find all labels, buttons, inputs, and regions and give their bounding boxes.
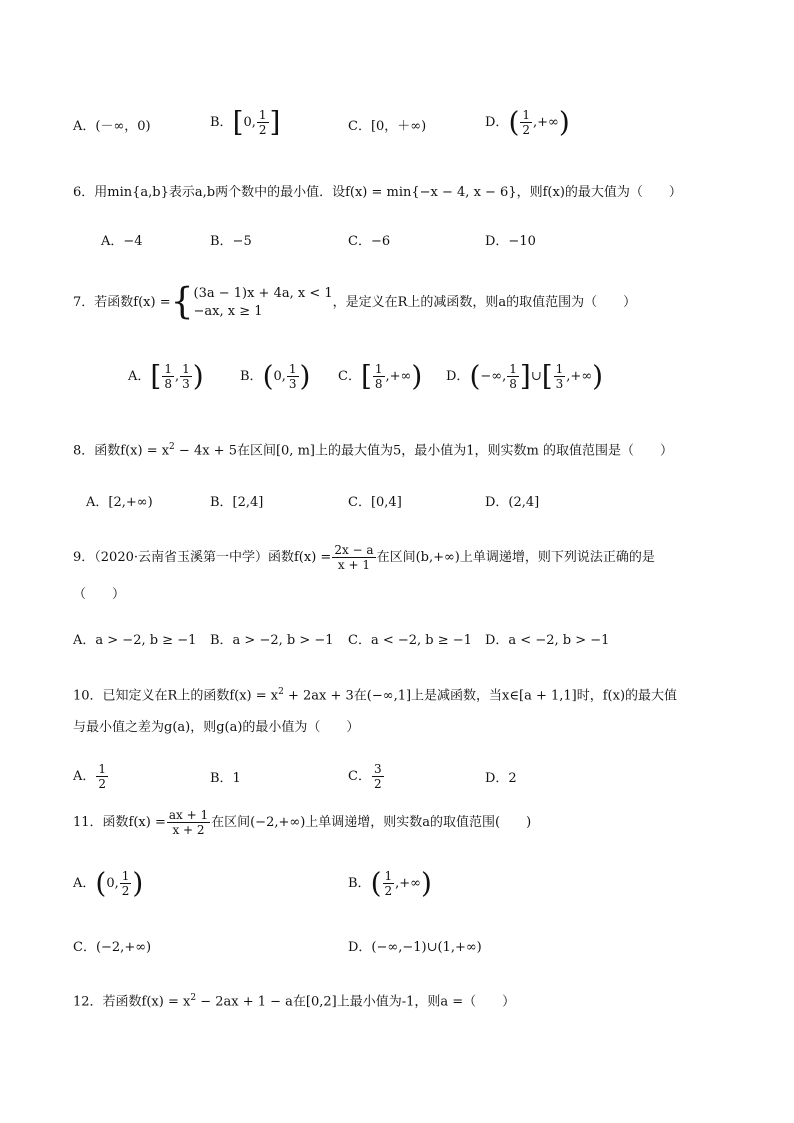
fraction xyxy=(507,362,519,391)
q8-option-c: C．[0,4] xyxy=(348,495,402,510)
fraction-numerator: 1 xyxy=(182,362,190,376)
bracket: ) xyxy=(421,866,432,900)
stem-text: + 2ax + 3在(−∞,1]上是减函数，当x∈[a + 1,1]时，f(x)的最大值 xyxy=(283,688,678,704)
stem-text: 12．若函数f(x) = x xyxy=(73,994,191,1010)
option-label: C． xyxy=(338,369,361,384)
case-1: (3a − 1)x + 4a, x < 1 xyxy=(193,285,333,301)
q10-stem-line1 xyxy=(73,683,677,705)
q9-option-d: D．a < −2, b > −1 xyxy=(485,633,610,648)
bracket: [ xyxy=(541,359,553,393)
bracket: ) xyxy=(558,105,570,139)
q5-option-a: A．(－∞，0) xyxy=(73,119,151,134)
q10-option-c xyxy=(348,762,385,791)
q9-option-a: A．a > −2, b ≥ −1 xyxy=(73,633,197,648)
option-label: D． xyxy=(446,369,470,384)
q8-stem xyxy=(73,438,673,460)
fraction-numerator: 1 xyxy=(258,108,267,122)
q12-stem xyxy=(73,989,515,1011)
fraction xyxy=(257,108,269,137)
bracket: ( xyxy=(262,359,274,393)
fraction xyxy=(332,543,375,572)
option-label: A． xyxy=(73,876,96,891)
stem-text: 在区间(b,+∞)上单调递增，则下列说法正确的是 xyxy=(376,550,655,565)
fraction-numerator: 1 xyxy=(384,869,393,883)
bracket: ) xyxy=(192,359,204,393)
math-text: 0, xyxy=(243,115,256,130)
fraction-denominator: 3 xyxy=(288,377,297,391)
fraction-numerator: ax + 1 xyxy=(168,808,209,822)
fraction-numerator: 1 xyxy=(121,869,130,883)
bracket: ] xyxy=(269,105,281,139)
superscript: 2 xyxy=(169,442,175,452)
stem-text: 10．已知定义在R上的函数f(x) = x xyxy=(73,688,279,704)
q7-option-d xyxy=(446,359,604,393)
union-symbol: ∪ xyxy=(530,369,542,384)
fraction-numerator: 1 xyxy=(288,362,297,376)
math-text: ,+∞ xyxy=(385,369,412,384)
superscript: 2 xyxy=(278,687,284,697)
math-text: ,+∞ xyxy=(566,369,593,384)
fraction-numerator: 2x − a xyxy=(334,543,374,557)
fraction xyxy=(520,108,532,137)
q6-stem: 6．用min{a,b}表示a,b两个数中的最小值．设f(x) = min{−x − 4, x − 6}，则f(x)的最大值为（ ） xyxy=(73,185,682,200)
q5-option-b xyxy=(210,105,281,139)
fraction xyxy=(162,362,174,391)
q11-option-d: D．(−∞,−1)∪(1,+∞) xyxy=(348,940,482,955)
bracket: ) xyxy=(299,359,311,393)
superscript: 2 xyxy=(190,993,197,1003)
fraction xyxy=(554,362,566,391)
q8-option-d: D．(2,4] xyxy=(485,495,540,510)
fraction-numerator: 1 xyxy=(522,108,531,122)
stem-text: − 4x + 5在区间[0, m]上的最大值为5，最小值为1，则实数m 的取值范围是（ ） xyxy=(174,443,673,459)
math-text: −∞, xyxy=(480,369,507,384)
option-label: C． xyxy=(348,769,371,784)
fraction-denominator: 3 xyxy=(182,377,190,391)
stem-text: 8．函数f(x) = x xyxy=(73,443,170,459)
q11-option-c: C．(−2,+∞) xyxy=(73,940,152,955)
fraction xyxy=(373,362,385,391)
fraction xyxy=(120,869,132,898)
q9-answer-paren: （ ） xyxy=(73,587,126,602)
fraction xyxy=(372,762,384,791)
fraction-denominator: x + 2 xyxy=(172,823,205,837)
q7-option-c xyxy=(338,359,423,393)
q5-option-c: C．[0，＋∞) xyxy=(348,119,427,134)
math-text: 0, xyxy=(273,369,286,384)
q6-option-b: B．−5 xyxy=(210,234,252,249)
fraction-numerator: 1 xyxy=(164,362,172,376)
q11-option-b xyxy=(348,866,432,900)
stem-text: 9．（2020·云南省玉溪第一中学）函数f(x) = xyxy=(73,550,332,565)
bracket: ) xyxy=(592,359,604,393)
option-label: D． xyxy=(485,115,509,130)
piecewise-cases xyxy=(194,285,333,321)
q6-option-a: A．−4 xyxy=(101,234,143,249)
bracket: ] xyxy=(519,359,531,393)
option-label: A． xyxy=(73,769,96,784)
case-2: −ax, x ≥ 1 xyxy=(193,303,263,319)
fraction xyxy=(96,762,108,791)
fraction-denominator: x + 1 xyxy=(337,558,370,572)
bracket: ( xyxy=(370,866,382,900)
fraction xyxy=(180,362,192,391)
bracket: ( xyxy=(469,359,481,393)
fraction-denominator: 2 xyxy=(121,884,130,898)
fraction-denominator: 8 xyxy=(374,377,383,391)
fraction-denominator: 3 xyxy=(555,377,564,391)
bracket: ) xyxy=(132,866,144,900)
stem-text: 11．函数f(x) = xyxy=(73,815,166,830)
stem-text: 7．若函数f(x) = xyxy=(73,295,171,310)
fraction-numerator: 1 xyxy=(98,762,107,776)
q7-option-a: A．[ $\frac{1}{8}$ , $\frac{1}{3}$ ) xyxy=(128,359,204,393)
q10-stem-line2: 与最小值之差为g(a)，则g(a)的最小值为（ ） xyxy=(73,720,360,735)
fraction-denominator: 8 xyxy=(509,377,517,391)
q6-option-d: D．−10 xyxy=(485,234,536,249)
q9-option-b: B．a > −2, b > −1 xyxy=(210,633,334,648)
fraction-denominator: 2 xyxy=(258,123,267,137)
stem-text: ，是定义在R上的减函数，则a的取值范围为（ ） xyxy=(332,295,637,310)
piecewise-brace: { xyxy=(170,281,194,323)
q11-stem xyxy=(73,805,531,841)
q11-option-a xyxy=(73,866,144,900)
q5-option-d xyxy=(485,105,570,139)
bracket: ( xyxy=(95,866,107,900)
q10-option-b: B．1 xyxy=(210,771,241,786)
fraction-denominator: 2 xyxy=(522,123,531,137)
stem-text: − 2ax + 1 − a在[0,2]上最小值为-1，则a =（ ） xyxy=(196,994,516,1010)
option-label: B． xyxy=(240,369,263,384)
bracket: [ xyxy=(232,105,244,139)
q8-option-a: A．[2,+∞) xyxy=(86,495,153,510)
fraction-numerator: 1 xyxy=(509,362,517,376)
fraction-numerator: 1 xyxy=(374,362,383,376)
q7-option-b xyxy=(240,359,311,393)
fraction-numerator: 3 xyxy=(373,762,382,776)
q9-stem xyxy=(73,540,655,576)
bracket: [ xyxy=(360,359,372,393)
fraction xyxy=(383,869,395,898)
bracket: ( xyxy=(508,105,520,139)
q10-option-a xyxy=(73,762,109,791)
fraction-denominator: 2 xyxy=(384,884,393,898)
math-text: ,+∞ xyxy=(533,115,559,130)
math-text: ,+∞ xyxy=(395,876,421,891)
math-text: 0, xyxy=(106,876,119,891)
q10-option-d: D．2 xyxy=(485,771,517,786)
fraction-denominator: 2 xyxy=(98,777,107,791)
option-label: B． xyxy=(210,115,233,130)
stem-text: 在区间(−2,+∞)上单调递增，则实数a的取值范围( ) xyxy=(211,815,532,830)
bracket: ) xyxy=(411,359,423,393)
q7-stem xyxy=(73,283,636,323)
option-label: A． xyxy=(128,369,151,384)
q9-option-c: C．a < −2, b ≥ −1 xyxy=(348,633,472,648)
fraction xyxy=(167,808,210,837)
fraction-denominator: 8 xyxy=(164,377,172,391)
q6-option-c: C．−6 xyxy=(348,234,391,249)
fraction-numerator: 1 xyxy=(555,362,564,376)
fraction-denominator: 2 xyxy=(373,777,382,791)
fraction xyxy=(287,362,299,391)
bracket: [ xyxy=(150,359,162,393)
option-label: B． xyxy=(348,876,371,891)
q8-option-b: B．[2,4] xyxy=(210,495,264,510)
